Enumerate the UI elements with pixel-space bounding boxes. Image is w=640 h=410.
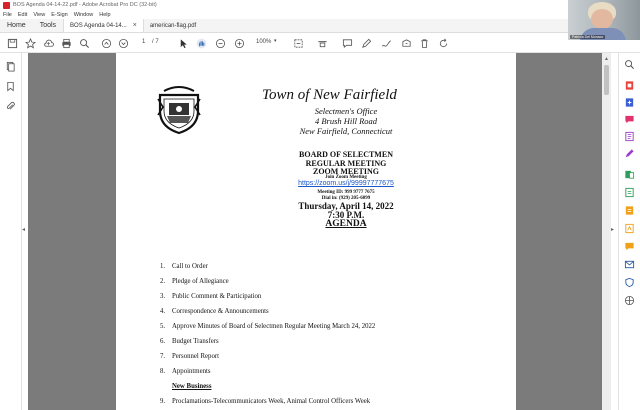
hand-tool-icon[interactable]	[195, 37, 207, 49]
star-icon[interactable]	[24, 37, 36, 49]
zoom-meeting-link[interactable]: https://zoom.us/j/99997777675	[298, 180, 394, 187]
agenda-item-number: 6.	[160, 338, 166, 345]
scroll-up-icon[interactable]: ▲	[604, 56, 609, 62]
meeting-date: Thursday, April 14, 2022	[298, 201, 394, 211]
agenda-item-text: Correspondence & Announcements	[172, 308, 269, 315]
request-signature-icon[interactable]	[624, 241, 635, 252]
close-tab-icon[interactable]: ×	[132, 22, 137, 29]
search-tools-icon[interactable]	[624, 59, 635, 70]
protect-icon[interactable]	[624, 223, 635, 234]
page-total: / 7	[152, 39, 159, 45]
menu-edit[interactable]: Edit	[17, 11, 28, 18]
meeting-time: 7:30 P.M.	[327, 210, 365, 220]
tab-bar	[0, 19, 640, 33]
zoom-in-icon[interactable]	[233, 37, 245, 49]
rotate-icon[interactable]	[437, 37, 449, 49]
agenda-item-text: Personnel Report	[172, 353, 220, 360]
title-bar	[0, 0, 640, 10]
agenda-item-number: 5.	[160, 323, 166, 330]
combine-files-icon[interactable]	[624, 131, 635, 142]
address-line-1: 4 Brush Hill Road	[314, 116, 378, 126]
upload-cloud-icon[interactable]	[42, 37, 54, 49]
agenda-item-text: Appointments	[172, 368, 211, 375]
comment-tool-icon[interactable]	[624, 114, 635, 125]
left-navigation-pane	[0, 53, 22, 410]
scan-ocr-icon[interactable]	[624, 205, 635, 216]
fit-page-icon[interactable]	[292, 37, 304, 49]
attachment-icon[interactable]	[5, 101, 16, 112]
tab-document-label: BOS Agenda 04-14...	[70, 22, 127, 29]
create-pdf-icon[interactable]	[624, 97, 635, 108]
agenda-item-number: 9.	[160, 398, 166, 405]
board-heading: BOARD OF SELECTMEN	[299, 150, 393, 159]
webcam-video-overlay	[568, 0, 640, 40]
meeting-id: Meeting ID: 999 9777 7675	[317, 190, 375, 195]
tab-document-american-flag[interactable]	[143, 19, 202, 32]
dial-in-number: Dial in: (929) 205-6099	[321, 196, 371, 201]
person-face	[591, 9, 613, 29]
agenda-item-text: Proclamations-Telecommunicators Week, Animal Control Officers Week	[172, 398, 371, 405]
export-pdf-icon[interactable]	[624, 80, 635, 91]
collapse-left-pane-icon[interactable]: ◂	[22, 227, 26, 233]
chevron-down-icon[interactable]: ▾	[274, 38, 277, 44]
send-for-review-icon[interactable]	[624, 259, 635, 270]
vertical-scrollbar[interactable]	[602, 53, 611, 410]
scrollbar-thumb[interactable]	[604, 65, 609, 95]
scroll-mode-icon[interactable]	[316, 37, 328, 49]
address-line-2: New Fairfield, Connecticut	[299, 126, 393, 136]
draw-freehand-icon[interactable]	[380, 37, 392, 49]
window-title: BOS Agenda 04-14-22.pdf - Adobe Acrobat Pro DC (32-bit)	[13, 2, 157, 8]
highlight-pen-icon[interactable]	[360, 37, 372, 49]
organize-pages-icon[interactable]	[624, 169, 635, 180]
next-page-icon[interactable]	[117, 37, 129, 49]
tab-document-bos-agenda[interactable]	[63, 19, 143, 32]
toolbar	[0, 33, 640, 53]
page-number-input[interactable]: 1	[142, 39, 146, 45]
meeting-type: REGULAR MEETING	[305, 159, 387, 168]
tab-document-label: american-flag.pdf	[149, 22, 197, 29]
previous-page-icon[interactable]	[100, 37, 112, 49]
select-pointer-icon[interactable]	[177, 37, 189, 49]
agenda-item-text: Pledge of Allegiance	[172, 278, 229, 285]
menu-view[interactable]: View	[33, 11, 46, 18]
new-business-heading: New Business	[172, 383, 212, 390]
save-icon[interactable]	[6, 37, 18, 49]
agenda-item-text: Public Comment & Participation	[172, 293, 262, 300]
town-name: Town of New Fairfield	[262, 87, 397, 103]
zoom-meeting-heading: ZOOM MEETING	[312, 167, 379, 176]
agenda-item-number: 3.	[160, 293, 166, 300]
acrobat-logo-icon	[3, 2, 10, 9]
more-tools-icon[interactable]	[624, 295, 635, 306]
pdf-page	[116, 53, 516, 410]
tab-tools[interactable]: Tools	[39, 22, 57, 29]
edit-pdf-icon[interactable]	[624, 187, 635, 198]
right-tools-pane	[618, 53, 640, 410]
redact-icon[interactable]	[624, 277, 635, 288]
agenda-item-number: 8.	[160, 368, 166, 375]
agenda-item-number: 2.	[160, 278, 166, 285]
fill-sign-icon[interactable]	[624, 148, 635, 159]
bookmark-icon[interactable]	[5, 81, 16, 92]
zoom-level-select[interactable]: 100%	[256, 39, 272, 45]
page-thumbnails-icon[interactable]	[5, 61, 16, 72]
agenda-item-number: 7.	[160, 353, 166, 360]
delete-trash-icon[interactable]	[418, 37, 430, 49]
agenda-item-text: Approve Minutes of Board of Selectmen Regular Meeting March 24, 2022	[172, 323, 376, 330]
agenda-item-number: 1.	[160, 263, 166, 270]
zoom-out-icon[interactable]	[214, 37, 226, 49]
menu-window[interactable]: Window	[73, 11, 94, 18]
town-seal-logo	[154, 83, 204, 135]
agenda-item-text: Budget Transfers	[172, 338, 219, 345]
tab-home[interactable]: Home	[7, 22, 26, 29]
agenda-item-text: Call to Order	[172, 263, 208, 270]
agenda-item-number: 4.	[160, 308, 166, 315]
search-icon[interactable]	[78, 37, 90, 49]
collapse-right-pane-icon[interactable]: ▸	[611, 227, 615, 233]
menu-esign[interactable]: E-Sign	[51, 11, 68, 18]
office-name: Selectmen's Office	[314, 106, 378, 116]
print-icon[interactable]	[60, 37, 72, 49]
stamp-icon[interactable]	[400, 37, 412, 49]
agenda-heading: AGENDA	[325, 219, 367, 229]
join-zoom-text: Join Zoom Meeting	[325, 175, 367, 180]
webcam-name-label: Patricia Del Monaco	[572, 35, 604, 39]
menu-file[interactable]: File	[3, 11, 12, 18]
menu-bar	[0, 10, 640, 19]
comment-icon[interactable]	[341, 37, 353, 49]
menu-help[interactable]: Help	[99, 11, 111, 18]
